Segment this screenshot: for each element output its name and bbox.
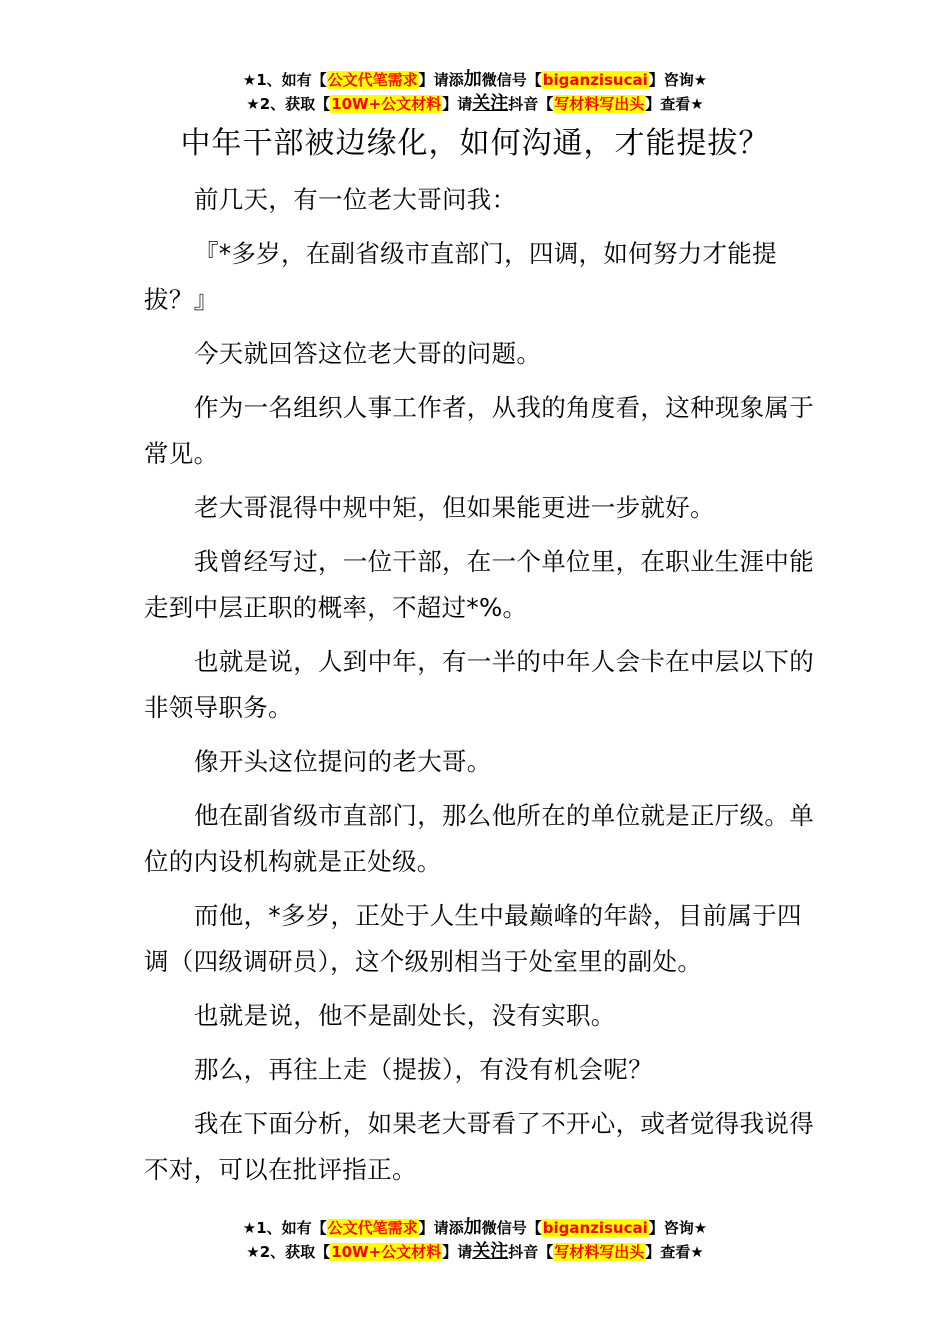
banner-text: 】咨询★ (648, 1219, 708, 1237)
banner-text: 加 (463, 69, 482, 90)
banner-text: ★2、获取【 (246, 95, 331, 113)
banner-text: 】查看★ (645, 1243, 704, 1261)
highlight-douyin-account: 写材料写出头 (554, 95, 645, 113)
paragraph: 那么，再往上走（提拔），有没有机会呢？ (194, 1055, 653, 1084)
banner-text: 】请 (442, 1243, 473, 1261)
highlight-wechat-id: biganzisucai (542, 71, 648, 89)
banner-text: 抖音【 (508, 1243, 554, 1261)
paragraph: 也就是说，他不是副处长，没有实职。 (194, 1001, 616, 1030)
banner-line-1 (0, 68, 950, 92)
banner-text: 关注 (472, 1241, 509, 1262)
header-banner (0, 68, 950, 116)
banner-text: 微信号【 (481, 1219, 542, 1237)
paragraph: 『*多岁，在副省级市直部门，四调，如何努力才能提拔？』 (144, 239, 777, 314)
banner-text: 抖音【 (508, 95, 554, 113)
banner-text: ★1、如有【 (242, 1219, 327, 1237)
highlight-service: 公文代笔需求 (327, 1219, 418, 1237)
paragraph: 老大哥混得中规中矩，但如果能更进一步就好。 (194, 493, 715, 522)
banner-text: ★1、如有【 (242, 71, 327, 89)
paragraph: 我在下面分析，如果老大哥看了不开心，或者觉得我说得不对，可以在批评指正。 (144, 1109, 814, 1184)
highlight-wechat-id: biganzisucai (542, 1219, 648, 1237)
highlight-materials: 10W+公文材料 (331, 95, 442, 113)
banner-text: 】请 (442, 95, 473, 113)
banner-line-2 (0, 92, 950, 116)
banner-text: 】咨询★ (648, 71, 708, 89)
paragraph: 今天就回答这位老大哥的问题。 (194, 339, 542, 368)
highlight-douyin-account: 写材料写出头 (554, 1243, 645, 1261)
document-title: 中年干部被边缘化，如何沟通，才能提拔？ (180, 126, 770, 161)
paragraph: 前几天，有一位老大哥问我： (194, 185, 517, 214)
banner-text: 】请添 (418, 71, 464, 89)
paragraph: 他在副省级市直部门，那么他所在的单位就是正厅级。单位的内设机构就是正处级。 (144, 801, 814, 876)
paragraph: 而他，*多岁，正处于人生中最巅峰的年龄，目前属于四调（四级调研员），这个级别相当于处室里的副处。 (144, 901, 802, 976)
document-body (144, 177, 816, 1201)
banner-text: ★2、获取【 (246, 1243, 331, 1261)
banner-line-1 (0, 1216, 950, 1240)
footer-banner (0, 1216, 950, 1264)
banner-line-2 (0, 1240, 950, 1264)
paragraph: 像开头这位提问的老大哥。 (194, 747, 492, 776)
banner-text: 关注 (472, 93, 509, 114)
paragraph: 我曾经写过，一位干部，在一个单位里，在职业生涯中能走到中层正职的概率，不超过*%。 (144, 547, 814, 622)
banner-text: 】查看★ (645, 95, 704, 113)
paragraph: 也就是说，人到中年，有一半的中年人会卡在中层以下的非领导职务。 (144, 647, 814, 722)
banner-text: 加 (463, 1217, 482, 1238)
banner-text: 】请添 (418, 1219, 464, 1237)
banner-text: 微信号【 (481, 71, 542, 89)
paragraph: 作为一名组织人事工作者，从我的角度看，这种现象属于常见。 (144, 393, 814, 468)
highlight-service: 公文代笔需求 (327, 71, 418, 89)
highlight-materials: 10W+公文材料 (331, 1243, 442, 1261)
